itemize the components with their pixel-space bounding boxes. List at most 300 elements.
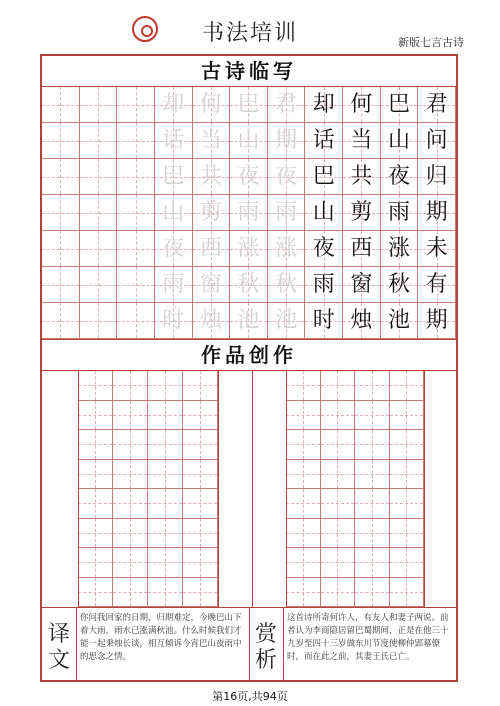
guide-line [406, 371, 407, 400]
grid-cell [230, 267, 268, 303]
guide-line [130, 460, 131, 489]
grid-cell [193, 159, 231, 195]
grid-cell [193, 87, 231, 123]
trace-character: 却 [162, 92, 185, 117]
guide-line [337, 489, 338, 518]
guide-line [337, 430, 338, 459]
guide-line [303, 548, 304, 577]
grid-cell [390, 430, 425, 460]
grid-cell [117, 195, 155, 231]
grid-cell [321, 519, 356, 549]
border-line [283, 607, 284, 680]
model-character: 夜 [388, 164, 411, 189]
guide-line [60, 87, 61, 122]
guide-line [406, 489, 407, 518]
guide-line [406, 519, 407, 548]
guide-line [406, 548, 407, 577]
grid-cell [148, 371, 183, 401]
grid-cell [193, 231, 231, 267]
trace-character: 秋 [275, 272, 298, 297]
model-character: 有 [425, 272, 448, 297]
model-character: 话 [312, 128, 335, 153]
grid-cell [321, 401, 356, 431]
trace-character: 涨 [237, 236, 260, 261]
grid-cell [343, 123, 381, 159]
grid-cell [183, 401, 218, 431]
guide-line [372, 489, 373, 518]
border-line [424, 371, 425, 607]
trace-character: 雨 [237, 200, 260, 225]
grid-cell [117, 231, 155, 267]
guide-line [98, 195, 99, 230]
guide-line [165, 401, 166, 430]
guide-line [406, 401, 407, 430]
border-line [218, 371, 219, 607]
guide-line [372, 548, 373, 577]
grid-cell [193, 123, 231, 159]
trace-character: 夜 [162, 236, 185, 261]
grid-cell [148, 548, 183, 578]
trace-character: 剪 [199, 200, 222, 225]
guide-line [136, 87, 137, 122]
page-number: 第16页,共94页 [212, 690, 288, 703]
trace-character: 时 [162, 308, 185, 333]
guide-line [303, 371, 304, 400]
guide-line [165, 371, 166, 400]
grid-cell [355, 489, 390, 519]
guide-line [130, 430, 131, 459]
grid-cell [268, 123, 306, 159]
trace-character: 雨 [162, 272, 185, 297]
grid-cell [155, 123, 193, 159]
grid-cell [286, 578, 321, 608]
grid-cell [78, 548, 113, 578]
grid-cell [80, 231, 118, 267]
grid-cell [193, 195, 231, 231]
trace-character: 西 [199, 236, 222, 261]
appreciation-text: 这首诗所寄何许人，有友人和妻子两说。前者认为李商隐居留巴蜀期间，正是在他三十九岁至四十三岁做东川节度使柳仲郢幕僚时，而在此之前，其妻王氏已亡。 [287, 613, 449, 662]
trace-character: 当 [199, 128, 222, 153]
grid-cell [113, 460, 148, 490]
model-character: 西 [350, 236, 373, 261]
guide-line [406, 430, 407, 459]
grid-cell [42, 231, 80, 267]
translation-text: 你问我回家的日期，归期难定，今晚巴山下着大雨，雨水已涨满秋池。什么时候我们才能一起秉烛长谈，相互倾诉今宵巴山夜雨中的思念之情。 [80, 613, 242, 662]
grid-cell [113, 519, 148, 549]
guide-line [337, 519, 338, 548]
guide-line [60, 159, 61, 194]
grid-cell [148, 578, 183, 608]
trace-character: 山 [162, 200, 185, 225]
grid-cell [355, 578, 390, 608]
grid-cell [155, 303, 193, 339]
grid-cell [183, 578, 218, 608]
model-character: 归 [425, 164, 448, 189]
grid-cell [117, 303, 155, 339]
guide-line [136, 231, 137, 266]
grid-cell [321, 548, 356, 578]
grid-cell [321, 578, 356, 608]
guide-line [130, 371, 131, 400]
grid-cell [42, 303, 80, 339]
grid-cell [113, 578, 148, 608]
grid-cell [355, 519, 390, 549]
grid-cell [305, 195, 343, 231]
guide-line [303, 578, 304, 607]
guide-line [372, 371, 373, 400]
grid-cell [78, 460, 113, 490]
model-character: 当 [350, 128, 373, 153]
guide-line [200, 460, 201, 489]
guide-line [98, 267, 99, 302]
guide-line [337, 460, 338, 489]
model-character: 期 [425, 308, 448, 333]
trace-character: 巴 [162, 164, 185, 189]
guide-line [372, 519, 373, 548]
guide-line [200, 371, 201, 400]
trace-character: 秋 [237, 272, 260, 297]
guide-line [200, 548, 201, 577]
guide-line [372, 430, 373, 459]
grid-cell [183, 519, 218, 549]
grid-cell [155, 231, 193, 267]
grid-cell [418, 231, 456, 267]
model-character: 君 [425, 92, 448, 117]
model-character: 时 [312, 308, 335, 333]
grid-cell [193, 267, 231, 303]
grid-cell [418, 267, 456, 303]
grid-cell [355, 430, 390, 460]
grid-cell [78, 519, 113, 549]
guide-line [98, 231, 99, 266]
guide-line [372, 578, 373, 607]
guide-line [60, 195, 61, 230]
grid-cell [78, 430, 113, 460]
guide-line [200, 430, 201, 459]
grid-cell [42, 159, 80, 195]
trace-character: 何 [199, 92, 222, 117]
grid-cell [268, 159, 306, 195]
grid-cell [343, 267, 381, 303]
grid-cell [155, 87, 193, 123]
grid-cell [117, 159, 155, 195]
trace-character: 君 [275, 92, 298, 117]
translation-label: 译文 [47, 622, 70, 673]
grid-cell [148, 489, 183, 519]
grid-cell [113, 430, 148, 460]
grid-cell [183, 430, 218, 460]
guide-line [98, 123, 99, 158]
guide-line [165, 460, 166, 489]
model-character: 何 [350, 92, 373, 117]
border-line [252, 371, 253, 607]
trace-character: 期 [275, 128, 298, 153]
guide-line [136, 195, 137, 230]
grid-cell [113, 489, 148, 519]
grid-cell [343, 159, 381, 195]
guide-line [60, 231, 61, 266]
grid-cell [390, 460, 425, 490]
model-character: 窗 [350, 272, 373, 297]
guide-line [60, 123, 61, 158]
model-character: 巴 [388, 92, 411, 117]
grid-cell [230, 87, 268, 123]
trace-character: 涨 [275, 236, 298, 261]
grid-cell [305, 87, 343, 123]
grid-cell [183, 460, 218, 490]
guide-line [165, 489, 166, 518]
grid-cell [355, 401, 390, 431]
copy-section-title: 古诗临写 [201, 59, 297, 83]
guide-line [165, 578, 166, 607]
edition-label: 新版七言古诗 [398, 36, 464, 49]
create-grid-right [286, 371, 424, 607]
guide-line [303, 401, 304, 430]
grid-cell [80, 159, 118, 195]
grid-cell [42, 123, 80, 159]
guide-line [165, 548, 166, 577]
grid-cell [343, 303, 381, 339]
grid-cell [286, 430, 321, 460]
grid-cell [390, 519, 425, 549]
trace-character: 夜 [275, 164, 298, 189]
guide-line [200, 489, 201, 518]
guide-line [95, 460, 96, 489]
model-character: 山 [312, 200, 335, 225]
trace-character: 巴 [237, 92, 260, 117]
grid-cell [390, 489, 425, 519]
grid-cell [343, 195, 381, 231]
grid-cell [343, 87, 381, 123]
guide-line [303, 519, 304, 548]
model-character: 剪 [350, 200, 373, 225]
trace-character: 话 [162, 128, 185, 153]
grid-cell [230, 159, 268, 195]
grid-cell [78, 578, 113, 608]
model-character: 却 [312, 92, 335, 117]
guide-line [406, 460, 407, 489]
practice-sheet [40, 54, 458, 682]
grid-cell [42, 87, 80, 123]
grid-cell [321, 489, 356, 519]
guide-line [303, 489, 304, 518]
guide-line [303, 430, 304, 459]
model-character: 共 [350, 164, 373, 189]
grid-cell [80, 267, 118, 303]
grid-cell [418, 195, 456, 231]
model-character: 巴 [312, 164, 335, 189]
guide-line [130, 578, 131, 607]
guide-line [372, 401, 373, 430]
guide-line [200, 578, 201, 607]
grid-cell [80, 303, 118, 339]
grid-cell [305, 123, 343, 159]
grid-cell [78, 489, 113, 519]
model-character: 池 [388, 308, 411, 333]
grid-cell [230, 303, 268, 339]
grid-cell [80, 123, 118, 159]
guide-line [130, 548, 131, 577]
grid-cell [286, 489, 321, 519]
grid-cell [305, 231, 343, 267]
guide-line [136, 123, 137, 158]
grid-cell [305, 303, 343, 339]
trace-character: 雨 [275, 200, 298, 225]
grid-cell [381, 231, 419, 267]
grid-cell [268, 87, 306, 123]
grid-cell [268, 195, 306, 231]
grid-cell [148, 430, 183, 460]
grid-cell [78, 371, 113, 401]
guide-line [303, 460, 304, 489]
border-line [286, 371, 287, 607]
model-character: 烛 [350, 308, 373, 333]
trace-character: 烛 [199, 308, 222, 333]
border-line [249, 607, 250, 680]
model-character: 期 [425, 200, 448, 225]
grid-cell [230, 195, 268, 231]
grid-cell [155, 195, 193, 231]
guide-line [130, 489, 131, 518]
guide-line [136, 267, 137, 302]
trace-character: 池 [237, 308, 260, 333]
trace-character: 窗 [199, 272, 222, 297]
grid-cell [418, 159, 456, 195]
page-title: 书法培训 [201, 21, 298, 46]
grid-cell [183, 371, 218, 401]
model-character: 未 [425, 236, 448, 261]
copy-grid [42, 87, 456, 339]
grid-cell [321, 430, 356, 460]
guide-line [95, 578, 96, 607]
grid-cell [230, 123, 268, 159]
grid-cell [305, 267, 343, 303]
border-line [76, 607, 77, 680]
guide-line [95, 519, 96, 548]
guide-line [165, 430, 166, 459]
grid-cell [42, 195, 80, 231]
guide-line [165, 519, 166, 548]
grid-cell [355, 460, 390, 490]
guide-line [406, 578, 407, 607]
trace-character: 共 [199, 164, 222, 189]
grid-cell [80, 195, 118, 231]
grid-cell [148, 401, 183, 431]
trace-character: 夜 [237, 164, 260, 189]
grid-cell [183, 548, 218, 578]
grid-cell [390, 371, 425, 401]
model-character: 雨 [312, 272, 335, 297]
grid-cell [286, 401, 321, 431]
grid-cell [381, 303, 419, 339]
grid-cell [355, 548, 390, 578]
grid-cell [381, 87, 419, 123]
grid-cell [418, 303, 456, 339]
grid-cell [381, 123, 419, 159]
grid-cell [193, 303, 231, 339]
grid-cell [390, 548, 425, 578]
grid-cell [230, 231, 268, 267]
guide-line [95, 371, 96, 400]
create-section-title: 作品创作 [201, 343, 297, 367]
trace-character: 池 [275, 308, 298, 333]
grid-cell [268, 231, 306, 267]
guide-line [98, 87, 99, 122]
grid-cell [268, 303, 306, 339]
model-character: 秋 [388, 272, 411, 297]
guide-line [136, 159, 137, 194]
guide-line [200, 519, 201, 548]
grid-cell [381, 159, 419, 195]
grid-cell [268, 267, 306, 303]
guide-line [130, 519, 131, 548]
grid-cell [286, 460, 321, 490]
grid-cell [286, 548, 321, 578]
guide-line [60, 267, 61, 302]
guide-line [337, 371, 338, 400]
grid-cell [286, 371, 321, 401]
grid-cell [183, 489, 218, 519]
guide-line [95, 548, 96, 577]
guide-line [98, 159, 99, 194]
grid-cell [155, 267, 193, 303]
guide-line [95, 430, 96, 459]
grid-cell [117, 87, 155, 123]
guide-line [200, 401, 201, 430]
guide-line [95, 489, 96, 518]
grid-cell [390, 401, 425, 431]
create-grid-left [78, 371, 218, 607]
appreciation-label: 赏析 [254, 622, 277, 673]
grid-cell [42, 267, 80, 303]
grid-cell [390, 578, 425, 608]
grid-cell [117, 123, 155, 159]
grid-cell [321, 371, 356, 401]
grid-cell [78, 401, 113, 431]
grid-cell [418, 123, 456, 159]
grid-cell [286, 519, 321, 549]
model-character: 问 [425, 128, 448, 153]
grid-cell [381, 195, 419, 231]
grid-cell [113, 548, 148, 578]
grid-cell [381, 267, 419, 303]
grid-cell [148, 519, 183, 549]
guide-line [337, 401, 338, 430]
guide-line [337, 578, 338, 607]
grid-cell [343, 231, 381, 267]
grid-cell [80, 87, 118, 123]
guide-line [130, 401, 131, 430]
grid-cell [155, 159, 193, 195]
grid-cell [148, 460, 183, 490]
model-character: 夜 [312, 236, 335, 261]
guide-line [136, 303, 137, 338]
model-character: 雨 [388, 200, 411, 225]
guide-line [95, 401, 96, 430]
grid-cell [321, 460, 356, 490]
grid-cell [355, 371, 390, 401]
model-character: 山 [388, 128, 411, 153]
grid-cell [113, 371, 148, 401]
border-line [78, 371, 79, 607]
grid-cell [418, 87, 456, 123]
grid-cell [117, 267, 155, 303]
guide-line [60, 303, 61, 338]
grid-cell [113, 401, 148, 431]
grid-cell [305, 159, 343, 195]
model-character: 涨 [388, 236, 411, 261]
guide-line [98, 303, 99, 338]
